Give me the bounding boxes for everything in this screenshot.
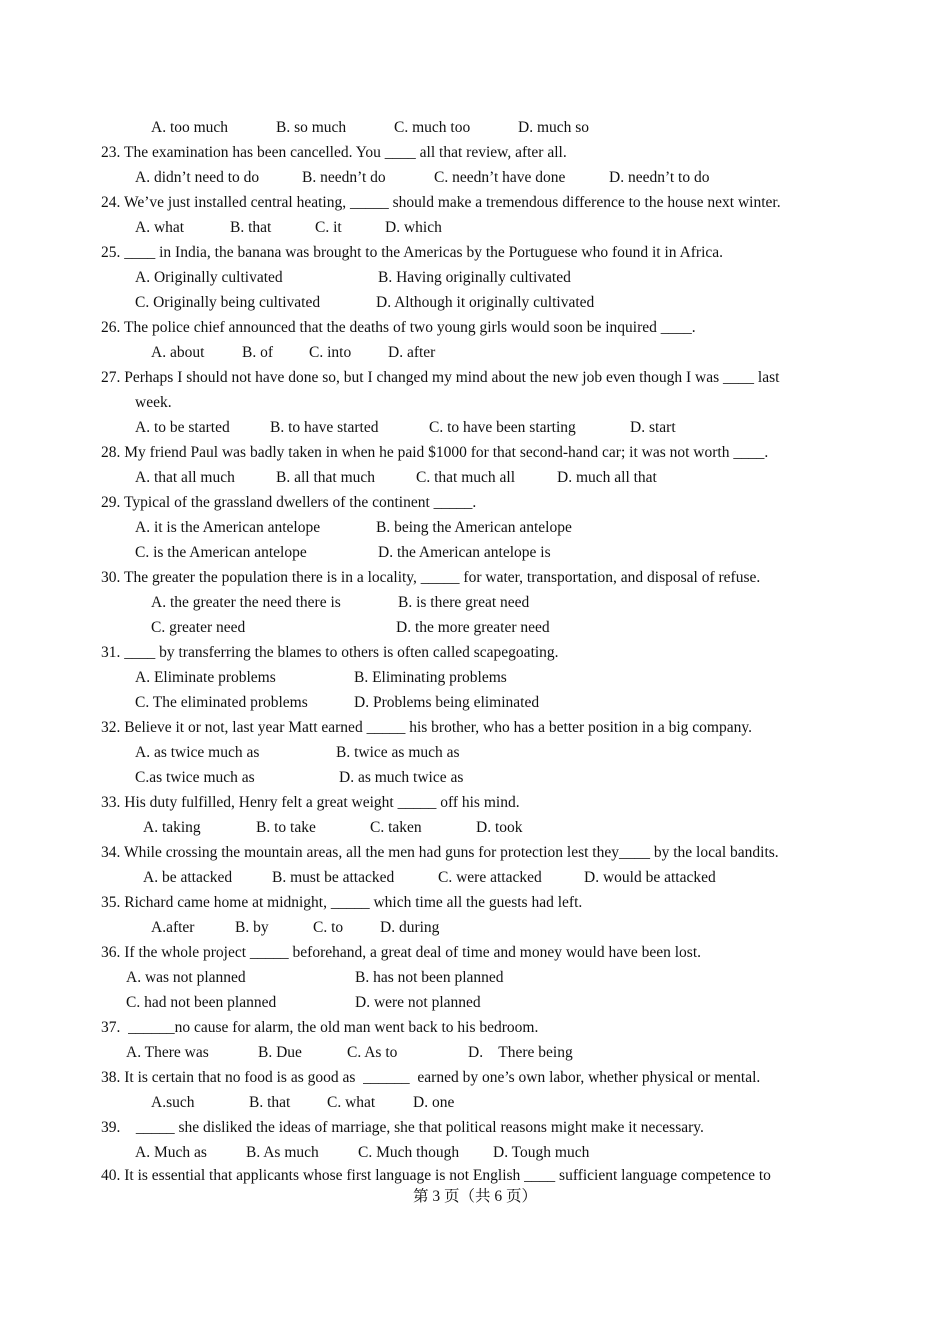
q24-option-a: A. what <box>135 219 185 236</box>
q33-option-c: C. taken <box>370 819 422 836</box>
page-footer: 第 3 页（共 6 页） <box>412 1188 537 1205</box>
q33-option-d: D. took <box>476 819 523 836</box>
q37-option-b: B. Due <box>258 1044 302 1061</box>
q39-option-d: D. Tough much <box>493 1144 590 1161</box>
q31-option-d: D. Problems being eliminated <box>354 694 540 711</box>
q39-stem: 39. _____ she disliked the ideas of marriage, she that political reasons might make it necessary. <box>101 1119 704 1136</box>
q31-stem: 31. ____ by transferring the blames to others is often called scapegoating. <box>101 644 559 661</box>
q29-stem: 29. Typical of the grassland dwellers of the continent _____. <box>101 494 477 511</box>
q30-option-b: B. is there great need <box>398 594 530 611</box>
q24-option-c: C. it <box>315 219 342 236</box>
q35-option-c: C. to <box>313 919 344 936</box>
q32-option-c: C.as twice much as <box>135 769 255 786</box>
q27-option-d: D. start <box>630 419 676 436</box>
q25-option-a: A. Originally cultivated <box>135 269 283 286</box>
q23-option-a: A. didn’t need to do <box>135 169 260 186</box>
q26-stem: 26. The police chief announced that the deaths of two young girls would soon be inquired ____. <box>101 319 696 336</box>
q38-option-a: A.such <box>151 1094 195 1111</box>
q35-option-a: A.after <box>151 919 195 936</box>
q37-stem: 37. ______no cause for alarm, the old man went back to his bedroom. <box>101 1019 539 1036</box>
q30-option-d: D. the more greater need <box>396 619 550 636</box>
q30-stem: 30. The greater the population there is in a locality, _____ for water, transportation, and disposal of refuse. <box>101 569 761 586</box>
q32-stem: 32. Believe it or not, last year Matt earned _____ his brother, who has a better position in a big company. <box>101 719 752 736</box>
q24-option-b: B. that <box>230 219 272 236</box>
q29-option-a: A. it is the American antelope <box>135 519 321 536</box>
q32-option-d: D. as much twice as <box>339 769 464 786</box>
q23-option-d: D. needn’t to do <box>609 169 710 186</box>
q25-option-d: D. Although it originally cultivated <box>376 294 595 311</box>
q27-option-a: A. to be started <box>135 419 230 436</box>
q25-option-c: C. Originally being cultivated <box>135 294 321 311</box>
q26-option-a: A. about <box>151 344 205 361</box>
q30-option-c: C. greater need <box>151 619 246 636</box>
q36-option-b: B. has not been planned <box>355 969 504 986</box>
q39-option-a: A. Much as <box>135 1144 207 1161</box>
q26-option-c: C. into <box>309 344 352 361</box>
q37-option-d: D. There being <box>468 1044 573 1061</box>
q25-stem: 25. ____ in India, the banana was brought to the Americas by the Portuguese who found it in Africa. <box>101 244 724 261</box>
q39-option-b: B. As much <box>246 1144 319 1161</box>
q34-stem: 34. While crossing the mountain areas, all the men had guns for protection lest they____ by the local bandits. <box>101 844 779 861</box>
q39-option-c: C. Much though <box>358 1144 460 1161</box>
q34-option-b: B. must be attacked <box>272 869 395 886</box>
q31-option-c: C. The eliminated problems <box>135 694 308 711</box>
q27-option-b: B. to have started <box>270 419 379 436</box>
q38-option-c: C. what <box>327 1094 376 1111</box>
q27-stem-continued: week. <box>135 394 172 411</box>
q34-option-d: D. would be attacked <box>584 869 716 886</box>
q36-option-c: C. had not been planned <box>126 994 277 1011</box>
q28-option-a: A. that all much <box>135 469 235 486</box>
q34-option-a: A. be attacked <box>143 869 233 886</box>
q28-option-c: C. that much all <box>416 469 516 486</box>
q38-stem: 38. It is certain that no food is as good as ______ earned by one’s own labor, whether physical or mental. <box>101 1069 761 1086</box>
q31-option-b: B. Eliminating problems <box>354 669 507 686</box>
q31-option-a: A. Eliminate problems <box>135 669 276 686</box>
q24-stem: 24. We’ve just installed central heating, _____ should make a tremendous difference to the house next winter. <box>101 194 781 211</box>
q29-option-d: D. the American antelope is <box>378 544 551 561</box>
q26-option-b: B. of <box>242 344 273 361</box>
q36-stem: 36. If the whole project _____ beforehand, a great deal of time and money would have been lost. <box>101 944 701 961</box>
q36-option-a: A. was not planned <box>126 969 246 986</box>
q38-option-d: D. one <box>413 1094 455 1111</box>
q22-option-c: C. much too <box>394 119 471 136</box>
q40-stem: 40. It is essential that applicants whose first language is not English ____ sufficient language competence to <box>101 1167 771 1184</box>
q35-option-d: D. during <box>380 919 440 936</box>
q38-option-b: B. that <box>249 1094 291 1111</box>
q37-option-a: A. There was <box>126 1044 209 1061</box>
q22-option-a: A. too much <box>151 119 229 136</box>
q28-stem: 28. My friend Paul was badly taken in when he paid $1000 for that second-hand car; it was not worth ____. <box>101 444 769 461</box>
q33-stem: 33. His duty fulfilled, Henry felt a great weight _____ off his mind. <box>101 794 520 811</box>
q27-option-c: C. to have been starting <box>429 419 576 436</box>
q22-option-d: D. much so <box>518 119 590 136</box>
q34-option-c: C. were attacked <box>438 869 542 886</box>
q32-option-a: A. as twice much as <box>135 744 260 761</box>
q23-option-b: B. needn’t do <box>302 169 386 186</box>
q32-option-b: B. twice as much as <box>336 744 460 761</box>
q28-option-d: D. much all that <box>557 469 657 486</box>
q36-option-d: D. were not planned <box>355 994 481 1011</box>
q24-option-d: D. which <box>385 219 442 236</box>
q26-option-d: D. after <box>388 344 436 361</box>
q33-option-a: A. taking <box>143 819 201 836</box>
q37-option-c: C. As to <box>347 1044 398 1061</box>
q35-stem: 35. Richard came home at midnight, _____ which time all the guests had left. <box>101 894 583 911</box>
q30-option-a: A. the greater the need there is <box>151 594 341 611</box>
q29-option-b: B. being the American antelope <box>376 519 572 536</box>
q22-option-b: B. so much <box>276 119 347 136</box>
q23-option-c: C. needn’t have done <box>434 169 566 186</box>
q25-option-b: B. Having originally cultivated <box>378 269 571 286</box>
q27-stem: 27. Perhaps I should not have done so, but I changed my mind about the new job even though I was ____ last <box>101 369 780 386</box>
q28-option-b: B. all that much <box>276 469 376 486</box>
q35-option-b: B. by <box>235 919 269 936</box>
q33-option-b: B. to take <box>256 819 316 836</box>
q29-option-c: C. is the American antelope <box>135 544 307 561</box>
q23-stem: 23. The examination has been cancelled. You ____ all that review, after all. <box>101 144 567 161</box>
